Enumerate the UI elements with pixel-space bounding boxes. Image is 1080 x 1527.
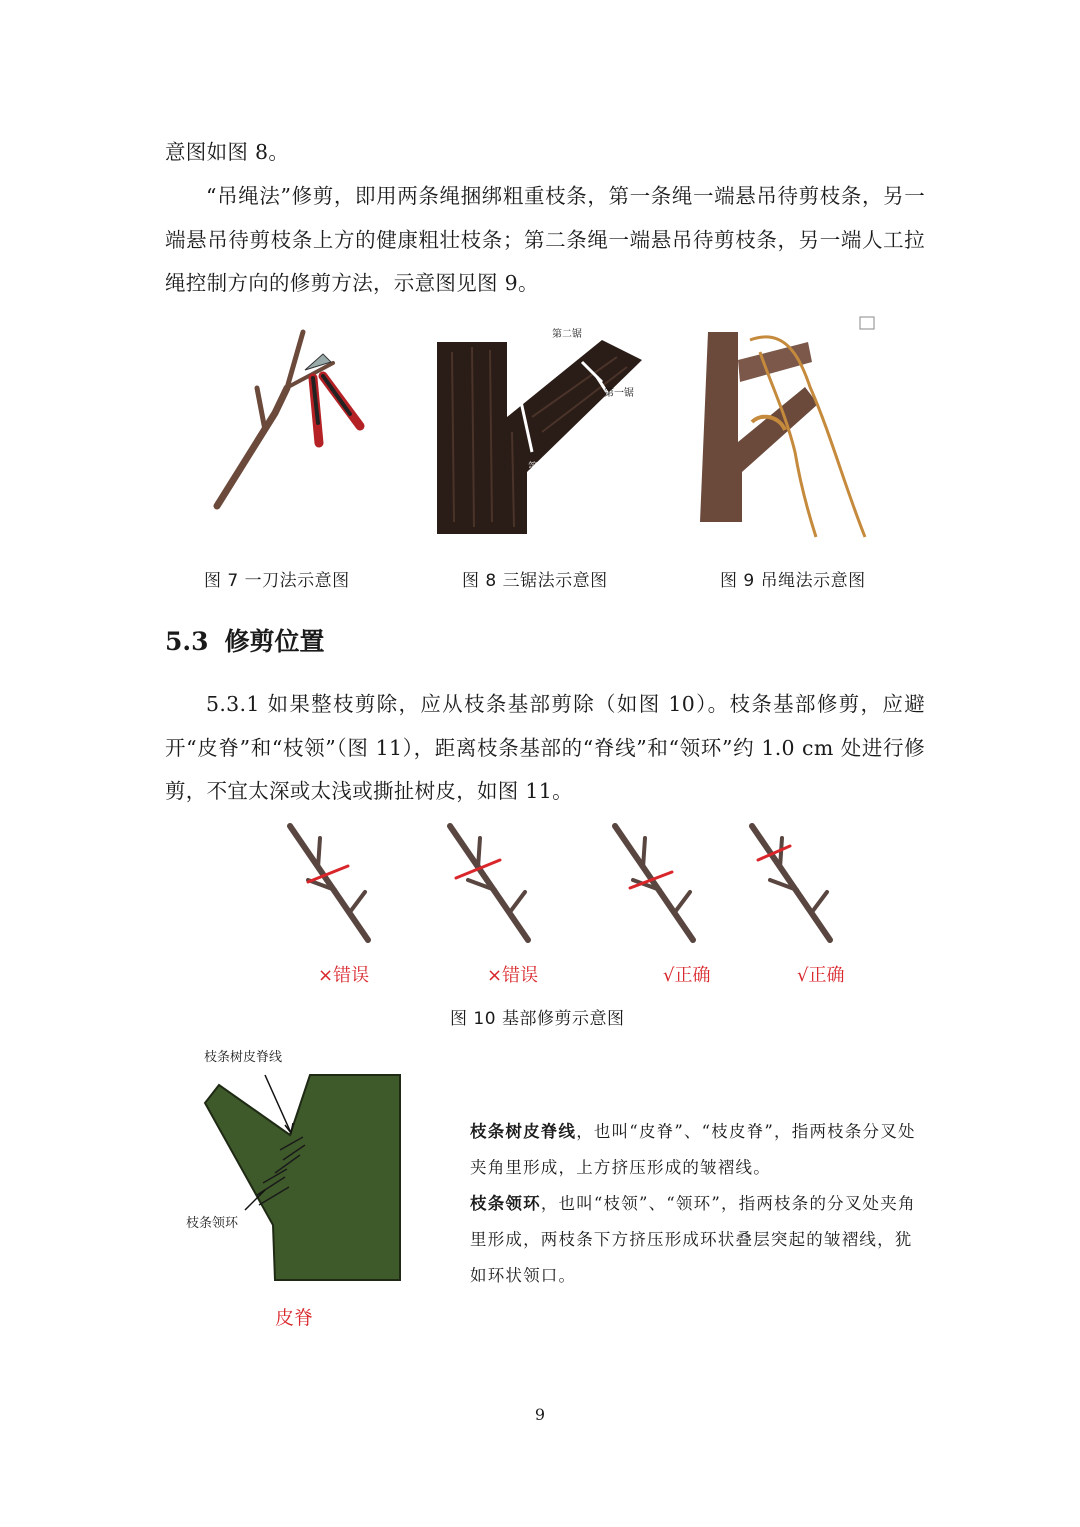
page-number: 9	[534, 1405, 546, 1424]
definition-collar-term: 枝条领环	[470, 1194, 541, 1213]
definition-ridge-term: 枝条树皮脊线	[470, 1122, 577, 1141]
section-heading	[165, 622, 325, 658]
paragraph-2-text: “吊绳法”修剪，即用两条绳捆绑粗重枝条，第一条绳一端悬吊待剪枝条，另一端悬吊待剪枝条上方的健康粗壮枝条；第二条绳一端悬吊待剪枝条，另一端人工拉绳控制方向的修剪方法，示意图见图 9。	[165, 184, 925, 295]
definition-collar	[470, 1186, 920, 1294]
section-title: 修剪位置	[224, 627, 325, 656]
definition-ridge-text: ，也叫“皮脊”、“枝皮脊”，指两枝条分叉处夹角里形成，上方挤压形成的皱褶线。	[470, 1122, 916, 1177]
figure-11-illustration	[195, 1065, 410, 1290]
fig10-branch-4	[752, 826, 830, 940]
fig10-mark-3: √正确	[663, 965, 711, 986]
definition-collar-text: ，也叫“枝领”、“领环”，指两枝条的分叉处夹角里形成，两枝条下方挤压形成环状叠层突起的皱褶线，犹如环状领口。	[470, 1194, 916, 1285]
paragraph-3	[165, 683, 925, 814]
fig10-branch-2	[450, 826, 528, 940]
figure-9-illustration	[690, 312, 890, 542]
fig10-branch-1	[290, 826, 368, 940]
fig8-label-cut3: 第三锯	[528, 462, 558, 473]
fig11-label-bottom: 皮脊	[275, 1307, 314, 1329]
figure-7-illustration	[205, 318, 385, 513]
paragraph-2	[165, 175, 925, 306]
fig10-mark-2: ×错误	[487, 965, 539, 986]
fig8-label-cut2: 第二锯	[552, 329, 582, 340]
figure-9-caption: 图 9 吊绳法示意图	[720, 571, 866, 591]
fig10-mark-1: ×错误	[318, 965, 370, 986]
paragraph-1-text: 意图如图 8。	[165, 140, 290, 164]
figure-10-illustration	[280, 820, 860, 950]
fig11-label-collar: 枝条领环	[186, 1216, 239, 1231]
figure-8-illustration	[432, 322, 652, 537]
fig11-label-ridge: 枝条树皮脊线	[204, 1050, 283, 1065]
figure-8-caption: 图 8 三锯法示意图	[462, 571, 608, 591]
paragraph-1	[165, 131, 925, 175]
fig8-label-cut1: 第一锯	[604, 388, 634, 399]
fig10-branch-3	[615, 826, 693, 940]
paragraph-3-text: 5.3.1 如果整枝剪除，应从枝条基部剪除（如图 10）。枝条基部修剪，应避开“皮脊”和“枝领”（图 11），距离枝条基部的“脊线”和“领环”约 1.0 cm 处进行修剪，不宜太深或太浅或撕扯树皮，如图 11。	[165, 692, 925, 803]
definition-ridge	[470, 1114, 920, 1186]
section-number: 5.3	[165, 627, 209, 656]
figure-7-caption: 图 7 一刀法示意图	[204, 571, 350, 591]
fig10-mark-4: √正确	[797, 965, 845, 986]
figure-10-caption: 图 10 基部修剪示意图	[450, 1009, 625, 1029]
definitions-block	[470, 1114, 920, 1294]
